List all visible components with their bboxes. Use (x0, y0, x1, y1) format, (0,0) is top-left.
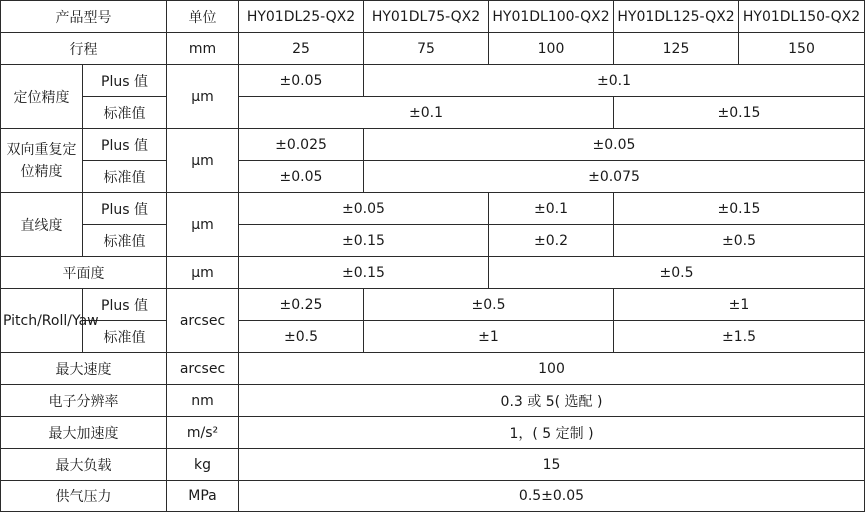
encoder-resolution-label: 电子分辨率 (1, 385, 167, 417)
spec-value: ±0.075 (364, 161, 865, 193)
spec-value: ±0.1 (239, 97, 614, 129)
spec-value: ±0.5 (364, 289, 614, 321)
spec-value: ±0.05 (239, 193, 489, 225)
positioning-accuracy-unit: μm (167, 65, 239, 129)
spec-value: ±0.05 (239, 65, 364, 97)
flatness-unit: μm (167, 257, 239, 289)
spec-value: 15 (239, 449, 865, 481)
model-header: HY01DL125-QX2 (614, 1, 739, 33)
air-pressure-unit: MPa (167, 481, 239, 512)
spec-value: ±1.5 (614, 321, 865, 353)
air-pressure-row (1, 481, 865, 512)
spec-value: ±0.25 (239, 289, 364, 321)
repeatability-plus-row (1, 129, 865, 161)
spec-value: ±0.5 (489, 257, 865, 289)
air-pressure-label: 供气压力 (1, 481, 167, 512)
spec-value: ±0.1 (364, 65, 865, 97)
product-model-label: 产品型号 (1, 1, 167, 33)
spec-value: ±0.15 (614, 97, 865, 129)
max-acceleration-label: 最大加速度 (1, 417, 167, 449)
pitch-roll-yaw-label: Pitch/Roll/Yaw (1, 289, 83, 353)
spec-value: ±0.025 (239, 129, 364, 161)
max-load-row (1, 449, 865, 481)
stroke-row (1, 33, 865, 65)
spec-value: ±0.1 (489, 193, 614, 225)
stroke-value: 125 (614, 33, 739, 65)
model-header: HY01DL25-QX2 (239, 1, 364, 33)
pitch-roll-yaw-plus-row (1, 289, 865, 321)
spec-value: ±0.2 (489, 225, 614, 257)
max-acceleration-unit: m/s² (167, 417, 239, 449)
max-speed-label: 最大速度 (1, 353, 167, 385)
standard-value-label: 标准值 (83, 161, 167, 193)
pitch-roll-yaw-std-row (1, 321, 865, 353)
spec-value: 100 (239, 353, 865, 385)
max-speed-unit: arcsec (167, 353, 239, 385)
stroke-value: 100 (489, 33, 614, 65)
plus-value-label: Plus 值 (83, 129, 167, 161)
straightness-unit: μm (167, 193, 239, 257)
positioning-accuracy-std-row (1, 97, 865, 129)
straightness-plus-row (1, 193, 865, 225)
header-row (1, 1, 865, 33)
positioning-accuracy-label: 定位精度 (1, 65, 83, 129)
model-header: HY01DL150-QX2 (739, 1, 865, 33)
standard-value-label: 标准值 (83, 97, 167, 129)
model-header: HY01DL100-QX2 (489, 1, 614, 33)
spec-value: ±0.15 (239, 225, 489, 257)
positioning-accuracy-plus-row (1, 65, 865, 97)
max-acceleration-row (1, 417, 865, 449)
spec-value: 1，( 5 定制 ) (239, 417, 865, 449)
spec-value: ±0.15 (239, 257, 489, 289)
spec-value: 0.5±0.05 (239, 481, 865, 512)
spec-value: 0.3 或 5( 选配 ) (239, 385, 865, 417)
spec-value: ±1 (614, 289, 865, 321)
pitch-roll-yaw-unit: arcsec (167, 289, 239, 353)
spec-value: ±0.15 (614, 193, 865, 225)
repeatability-label: 双向重复定位精度 (1, 129, 83, 193)
stroke-label: 行程 (1, 33, 167, 65)
stroke-value: 75 (364, 33, 489, 65)
repeatability-std-row (1, 161, 865, 193)
spec-value: ±0.05 (364, 129, 865, 161)
encoder-resolution-row (1, 385, 865, 417)
spec-value: ±0.05 (239, 161, 364, 193)
plus-value-label: Plus 值 (83, 289, 167, 321)
straightness-label: 直线度 (1, 193, 83, 257)
stroke-value: 150 (739, 33, 865, 65)
max-load-unit: kg (167, 449, 239, 481)
spec-value: ±1 (364, 321, 614, 353)
repeatability-unit: μm (167, 129, 239, 193)
flatness-row (1, 257, 865, 289)
plus-value-label: Plus 值 (83, 65, 167, 97)
encoder-resolution-unit: nm (167, 385, 239, 417)
model-header: HY01DL75-QX2 (364, 1, 489, 33)
max-speed-row (1, 353, 865, 385)
stroke-value: 25 (239, 33, 364, 65)
plus-value-label: Plus 值 (83, 193, 167, 225)
max-load-label: 最大负载 (1, 449, 167, 481)
stroke-unit: mm (167, 33, 239, 65)
standard-value-label: 标准值 (83, 225, 167, 257)
flatness-label: 平面度 (1, 257, 167, 289)
spec-value: ±0.5 (614, 225, 865, 257)
unit-header: 单位 (167, 1, 239, 33)
spec-value: ±0.5 (239, 321, 364, 353)
standard-value-label: 标准值 (83, 321, 167, 353)
straightness-std-row (1, 225, 865, 257)
